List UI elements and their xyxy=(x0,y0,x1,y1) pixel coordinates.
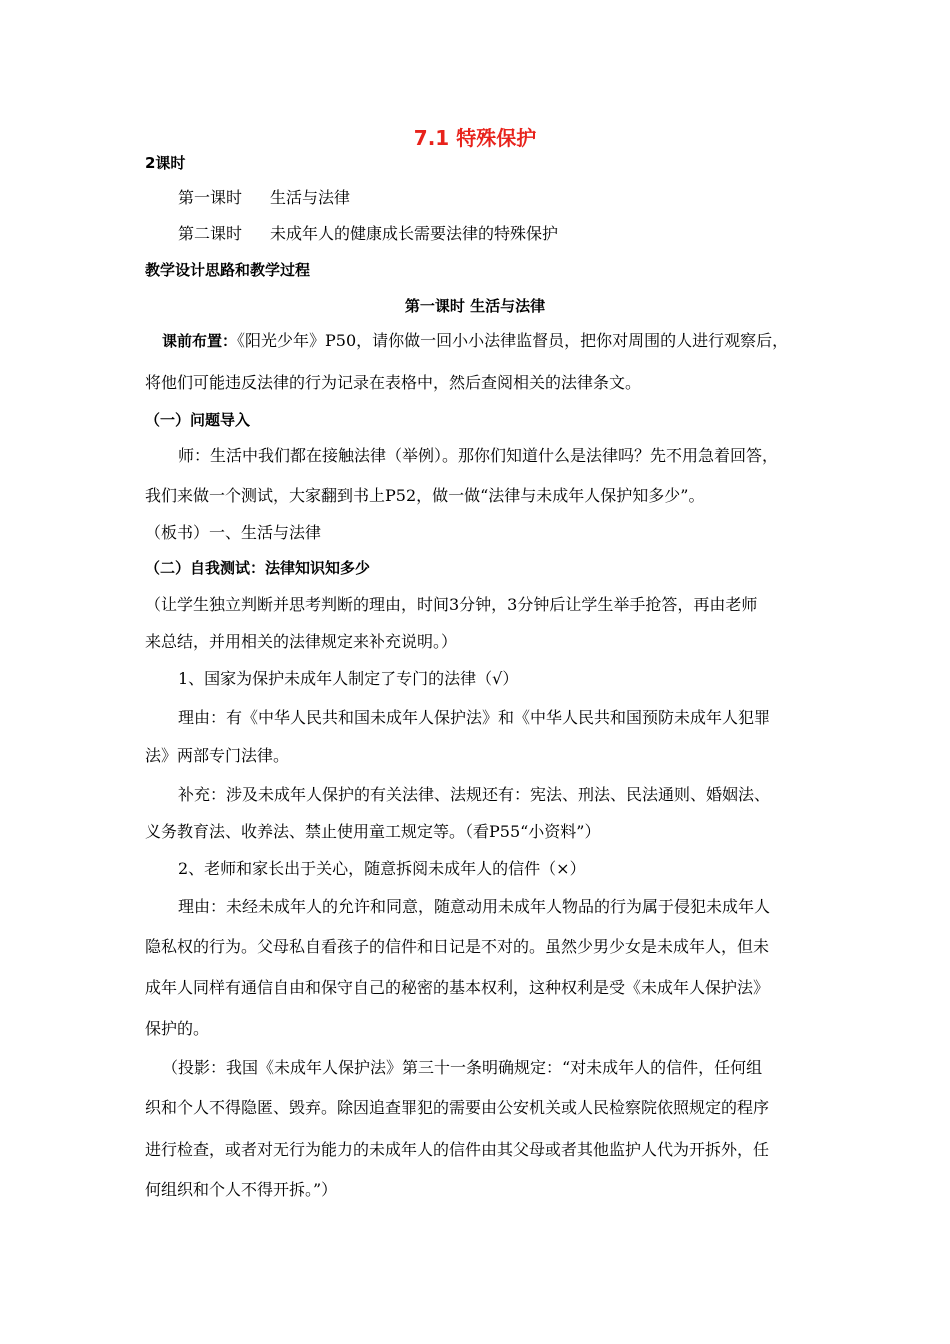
instruction-line-2: 来总结，并用相关的法律规定来补充说明。） xyxy=(145,632,458,651)
q1-supplement-line-2: 义务教育法、收养法、禁止使用童工规定等。（看P55“小资料”） xyxy=(145,822,601,841)
hours-label: 2课时 xyxy=(145,154,186,172)
prep-line-2: 将他们可能违反法律的行为记录在表格中，然后查阅相关的法律条文。 xyxy=(145,373,642,392)
q2-reason-line-3: 成年人同样有通信自由和保守自己的秘密的基本权利，这种权利是受《未成年人保护法》 xyxy=(145,978,770,997)
q1-reason-line-1: 理由：有《中华人民共和国未成年人保护法》和《中华人民共和国预防未成年人犯罪 xyxy=(178,708,771,727)
q2-reason-line-1: 理由：未经未成年人的允许和同意，随意动用未成年人物品的行为属于侵犯未成年人 xyxy=(178,897,771,916)
lesson-2-label: 第二课时 xyxy=(178,224,243,243)
q2-reason-line-2: 隐私权的行为。父母私自看孩子的信件和日记是不对的。虽然少男少女是未成年人，但未 xyxy=(145,937,770,956)
prep-line-1 xyxy=(162,331,788,351)
prep-text-1: 《阳光少年》P50，请你做一回小小法律监督员，把你对周围的人进行观察后， xyxy=(237,331,789,350)
question-2: 2、老师和家长出于关心，随意拆阅未成年人的信件（×） xyxy=(178,859,586,878)
lesson-1-topic: 生活与法律 xyxy=(270,188,351,207)
q1-supplement-line-1: 补充：涉及未成年人保护的有关法律、法规还有：宪法、刑法、民法通则、婚姻法、 xyxy=(178,785,771,804)
q1-reason-line-2: 法》两部专门法律。 xyxy=(145,746,290,765)
section-2-heading: （二）自我测试：法律知识知多少 xyxy=(145,559,371,577)
projection-line-3: 进行检查，或者对无行为能力的未成年人的信件由其父母或者其他监护人代为开拆外，任 xyxy=(145,1140,770,1159)
lesson-1-label: 第一课时 xyxy=(178,188,243,207)
instruction-line-1: （让学生独立判断并思考判断的理由，时间3分钟，3分钟后让学生举手抢答，再由老师 xyxy=(145,595,758,614)
q2-reason-line-4: 保护的。 xyxy=(145,1019,210,1038)
section-1-heading: （一）问题导入 xyxy=(145,411,251,429)
projection-line-4: 何组织和个人不得开拆。”） xyxy=(145,1180,338,1199)
projection-line-1: （投影：我国《未成年人保护法》第三十一条明确规定：“对未成年人的信件，任何组 xyxy=(162,1058,763,1077)
lesson1-heading: 第一课时 生活与法律 xyxy=(404,297,546,315)
board-line: （板书）一、生活与法律 xyxy=(145,523,322,542)
projection-line-2: 织和个人不得隐匿、毁弃。除因追查罪犯的需要由公安机关或人民检察院依照规定的程序 xyxy=(145,1098,770,1117)
prep-label: 课前布置： xyxy=(162,332,238,350)
page-title: 7.1 特殊保护 xyxy=(413,126,537,150)
lesson-2-line xyxy=(178,224,558,244)
question-1: 1、国家为保护未成年人制定了专门的法律（√） xyxy=(178,669,519,688)
lesson-2-topic: 未成年人的健康成长需要法律的特殊保护 xyxy=(270,224,559,243)
teacher-line-2: 我们来做一个测试，大家翻到书上P52，做一做“法律与未成年人保护知多少”。 xyxy=(145,486,705,505)
lesson-1-line xyxy=(178,188,350,208)
design-heading: 教学设计思路和教学过程 xyxy=(145,261,311,279)
teacher-line-1: 师：生活中我们都在接触法律（举例）。那你们知道什么是法律吗？先不用急着回答， xyxy=(178,446,779,465)
